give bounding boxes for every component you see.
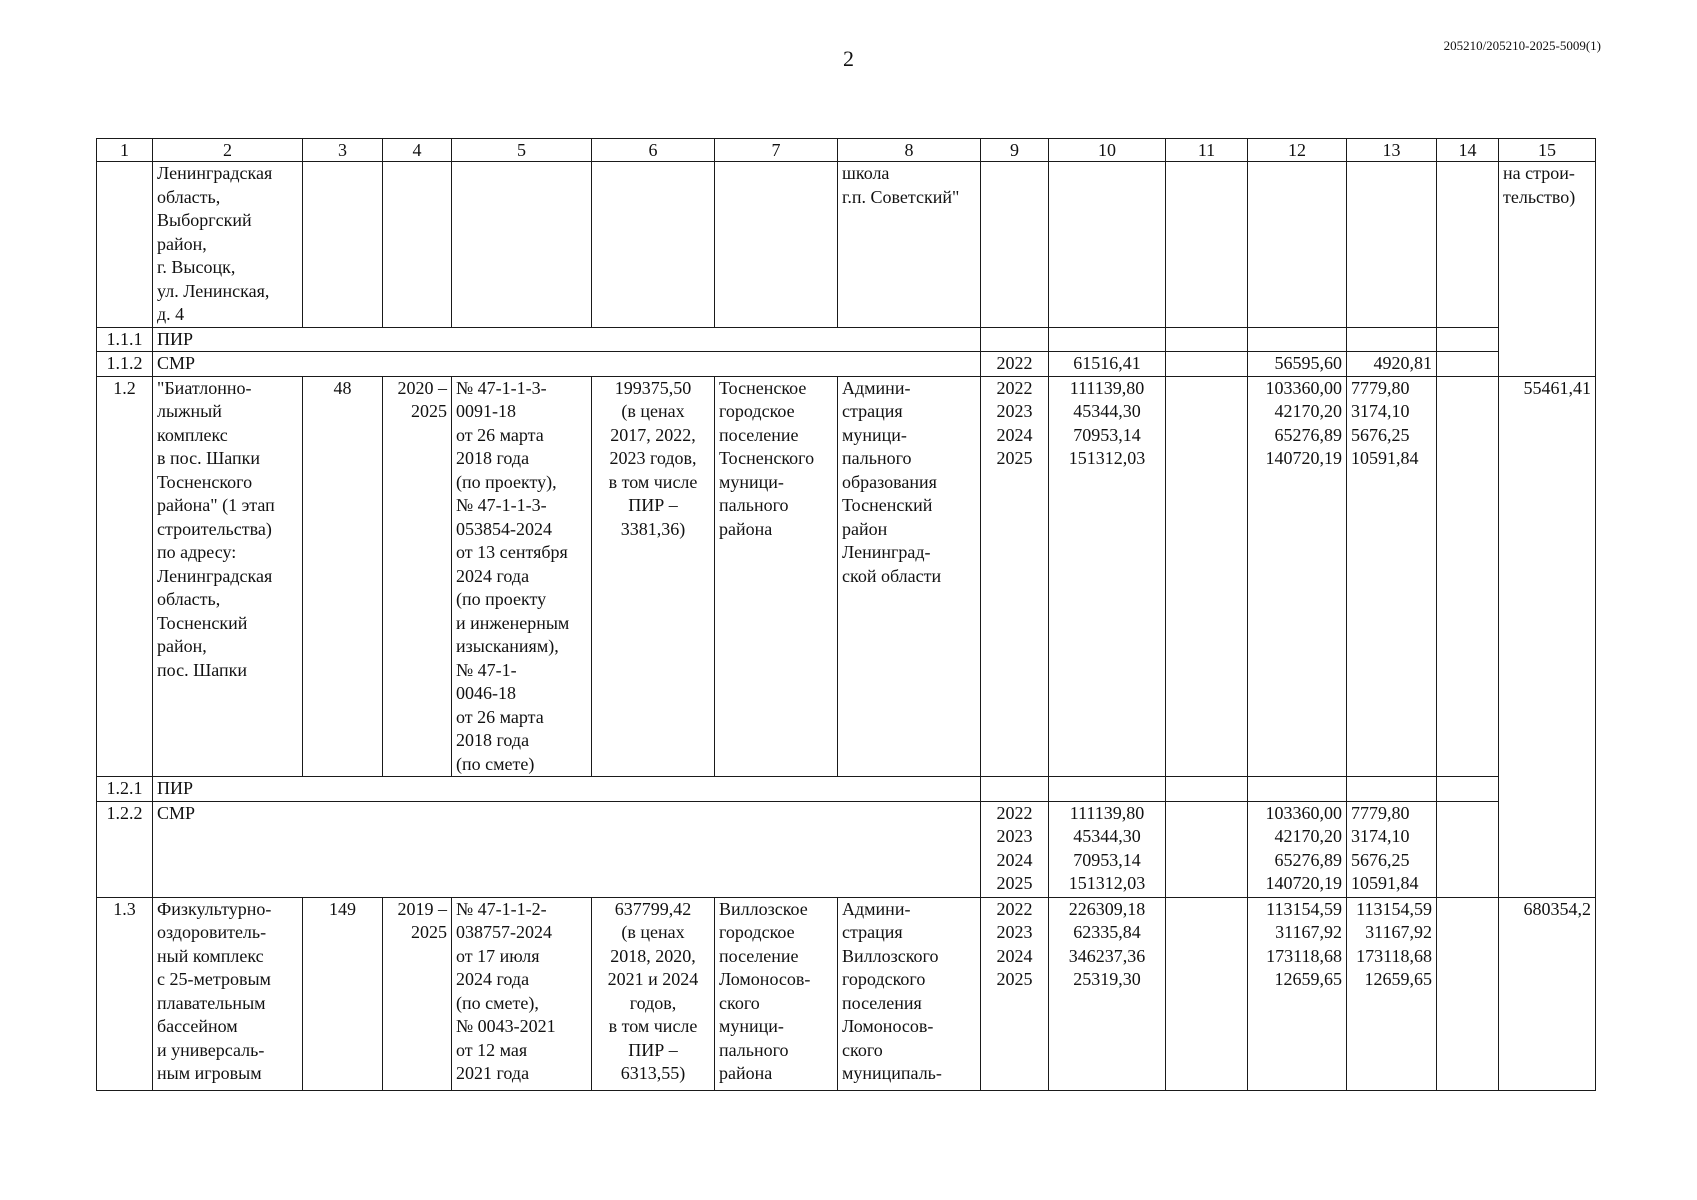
period-cell: 2019 – 2025	[383, 897, 452, 1090]
col-header: 12	[1248, 139, 1347, 162]
col12-cell: 103360,00 42170,20 65276,89 140720,19	[1248, 801, 1347, 897]
estimated-cost: 637799,42 (в ценах 2018, 2020, 2021 и 2024 годов, в том числе ПИР – 6313,55)	[592, 897, 715, 1090]
cell	[1166, 162, 1248, 328]
totals-cell: 111139,80 45344,30 70953,14 151312,03	[1049, 376, 1166, 777]
row-label: СМР	[153, 352, 981, 377]
years-cell: 2022 2023 2024 2025	[981, 897, 1049, 1090]
cell	[1499, 801, 1596, 897]
document-id: 205210/205210-2025-5009(1)	[1443, 38, 1601, 53]
cell	[1049, 162, 1166, 328]
col12-cell: 113154,59 31167,92 173118,68 12659,65	[1248, 897, 1347, 1090]
subrow-pir	[97, 327, 1596, 352]
col12-cell: 103360,00 42170,20 65276,89 140720,19	[1248, 376, 1347, 777]
cell	[1248, 327, 1347, 352]
subrow-pir	[97, 777, 1596, 802]
col-header: 5	[452, 139, 592, 162]
cell	[1049, 327, 1166, 352]
row-number: 1.2.1	[97, 777, 153, 802]
totals-cell: 111139,80 45344,30 70953,14 151312,03	[1049, 801, 1166, 897]
capacity-cell: 149	[303, 897, 383, 1090]
col-header: 3	[303, 139, 383, 162]
col13-cell: 7779,80 3174,10 5676,25 10591,84	[1347, 801, 1437, 897]
cell	[1049, 777, 1166, 802]
col-header: 6	[592, 139, 715, 162]
year-cell: 2022	[981, 352, 1049, 377]
cell	[981, 162, 1049, 328]
cell	[1437, 801, 1499, 897]
col-header: 11	[1166, 139, 1248, 162]
row-label: СМР	[153, 801, 981, 897]
row-number: 1.2	[97, 376, 153, 777]
customer-cell: школа г.п. Советский"	[838, 162, 981, 328]
col13-cell: 7779,80 3174,10 5676,25 10591,84	[1347, 376, 1437, 777]
subrow-smr	[97, 801, 1596, 897]
page-number: 2	[843, 46, 854, 71]
col-header: 10	[1049, 139, 1166, 162]
cell	[1499, 352, 1596, 377]
cell	[981, 327, 1049, 352]
cell	[1437, 777, 1499, 802]
years-cell: 2022 2023 2024 2025	[981, 801, 1049, 897]
cell	[1437, 352, 1499, 377]
customer-cell: Админи- страция Виллозского городского поселения Ломоносов- ского муниципаль-	[838, 897, 981, 1090]
balance-cell: 55461,41	[1499, 376, 1596, 777]
cell	[1166, 777, 1248, 802]
cell	[1347, 327, 1437, 352]
cell	[1248, 777, 1347, 802]
row-label: ПИР	[153, 777, 981, 802]
cell	[1437, 327, 1499, 352]
expertise-docs: № 47-1-1-3- 0091-18 от 26 марта 2018 года (по проекту), № 47-1-1-3- 053854-2024 от 13 сентября 2024 года (по проекту и инженерным изысканиям), № 47-1- 0046-18 от 26 марта 2018 года (по смете)	[452, 376, 592, 777]
col-header: 1	[97, 139, 153, 162]
cell	[1166, 801, 1248, 897]
cell	[1437, 162, 1499, 328]
continuation-row	[97, 162, 1596, 328]
col-header: 14	[1437, 139, 1499, 162]
cell	[1437, 897, 1499, 1090]
cell	[452, 162, 592, 328]
cell	[592, 162, 715, 328]
col-header: 15	[1499, 139, 1596, 162]
col-header: 7	[715, 139, 838, 162]
object-name: Физкультурно- оздоровитель- ный комплекс с 25-метровым плавательным бассейном и универсаль- ным игровым	[153, 897, 303, 1090]
cell	[303, 162, 383, 328]
cell	[383, 162, 452, 328]
customer-cell: Админи- страция муници- пального образования Тосненский район Ленинград- ской области	[838, 376, 981, 777]
cell	[981, 777, 1049, 802]
totals-cell: 226309,18 62335,84 346237,36 25319,30	[1049, 897, 1166, 1090]
cell	[1437, 376, 1499, 777]
cell	[1347, 162, 1437, 328]
object-row	[97, 376, 1596, 777]
col-header: 13	[1347, 139, 1437, 162]
cell	[715, 162, 838, 328]
cell	[1248, 162, 1347, 328]
col-header: 9	[981, 139, 1049, 162]
capacity-cell: 48	[303, 376, 383, 777]
cell	[1499, 777, 1596, 802]
balance-cell: 680354,2	[1499, 897, 1596, 1090]
col-header: 8	[838, 139, 981, 162]
cell	[1166, 376, 1248, 777]
settlement-cell: Тосненское городское поселение Тосненского муници- пального района	[715, 376, 838, 777]
row-number: 1.2.2	[97, 801, 153, 897]
subrow-smr	[97, 352, 1596, 377]
col-header: 4	[383, 139, 452, 162]
cell	[1166, 897, 1248, 1090]
investment-program-table	[96, 138, 1596, 1091]
row-number: 1.1.1	[97, 327, 153, 352]
estimated-cost: 199375,50 (в ценах 2017, 2022, 2023 годов, в том числе ПИР – 3381,36)	[592, 376, 715, 777]
column-number-row	[97, 139, 1596, 162]
period-cell: 2020 – 2025	[383, 376, 452, 777]
cell	[1166, 352, 1248, 377]
settlement-cell: Виллозское городское поселение Ломоносов- ского муници- пального района	[715, 897, 838, 1090]
amount-total: 61516,41	[1049, 352, 1166, 377]
cell	[1347, 777, 1437, 802]
row-number: 1.3	[97, 897, 153, 1090]
col-header: 2	[153, 139, 303, 162]
col13-cell: 113154,59 31167,92 173118,68 12659,65	[1347, 897, 1437, 1090]
cell	[97, 162, 153, 328]
cell	[1166, 327, 1248, 352]
amount-col12: 56595,60	[1248, 352, 1347, 377]
object-row	[97, 897, 1596, 1090]
row-label: ПИР	[153, 327, 981, 352]
cell	[1499, 327, 1596, 352]
note-cell: на строи- тельство)	[1499, 162, 1596, 328]
expertise-docs: № 47-1-1-2- 038757-2024 от 17 июля 2024 года (по смете), № 0043-2021 от 12 мая 2021 года	[452, 897, 592, 1090]
row-number: 1.1.2	[97, 352, 153, 377]
amount-col13: 4920,81	[1347, 352, 1437, 377]
years-cell: 2022 2023 2024 2025	[981, 376, 1049, 777]
object-address: Ленинградская область, Выборгский район, г. Высоцк, ул. Ленинская, д. 4	[153, 162, 303, 328]
object-name: "Биатлонно- лыжный комплекс в пос. Шапки Тосненского района" (1 этап строительства) по адресу: Ленинградская область, Тосненский район, пос. Шапки	[153, 376, 303, 777]
